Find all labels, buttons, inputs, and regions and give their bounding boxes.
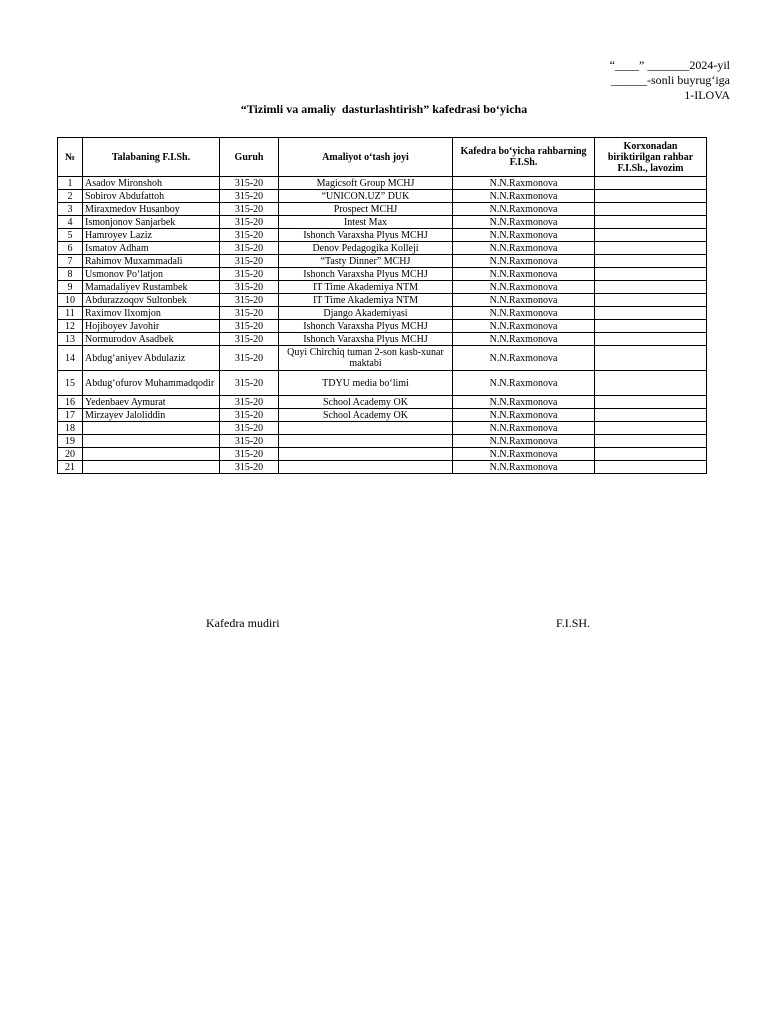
cell-practice-place: School Academy OK [279, 396, 453, 409]
date-line: “____” _______2024-yil [609, 58, 730, 72]
cell-company-head [595, 320, 707, 333]
cell-practice-place: Ishonch Varaxsha Plyus MCHJ [279, 333, 453, 346]
cell-group: 315-20 [220, 422, 279, 435]
cell-dept-head: N.N.Raxmonova [453, 435, 595, 448]
cell-group: 315-20 [220, 333, 279, 346]
appendix-label: 1-ILOVA [684, 88, 730, 102]
cell-student-name [83, 448, 220, 461]
cell-number: 1 [58, 177, 83, 190]
cell-group: 315-20 [220, 320, 279, 333]
cell-number: 5 [58, 229, 83, 242]
cell-practice-place: Quyi Chirchiq tuman 2-son kasb-xunar maktabi [279, 346, 453, 371]
cell-practice-place: Ishonch Varaxsha Plyus MCHJ [279, 229, 453, 242]
cell-company-head [595, 307, 707, 320]
table-row [58, 307, 707, 320]
student-practice-table [57, 137, 707, 474]
cell-dept-head: N.N.Raxmonova [453, 294, 595, 307]
cell-practice-place: Denov Pedagogika Kolleji [279, 242, 453, 255]
cell-practice-place: Prospect MCHJ [279, 203, 453, 216]
cell-company-head [595, 448, 707, 461]
cell-company-head [595, 396, 707, 409]
cell-student-name: Abdug‘aniyev Abdulaziz [83, 346, 220, 371]
cell-dept-head: N.N.Raxmonova [453, 448, 595, 461]
cell-student-name: Miraxmedov Husanboy [83, 203, 220, 216]
cell-company-head [595, 281, 707, 294]
cell-dept-head: N.N.Raxmonova [453, 216, 595, 229]
table-row [58, 190, 707, 203]
cell-group: 315-20 [220, 281, 279, 294]
cell-student-name: Usmonov Po‘latjon [83, 268, 220, 281]
table-row [58, 346, 707, 371]
cell-group: 315-20 [220, 242, 279, 255]
cell-dept-head: N.N.Raxmonova [453, 255, 595, 268]
cell-company-head [595, 294, 707, 307]
cell-company-head [595, 255, 707, 268]
cell-dept-head: N.N.Raxmonova [453, 320, 595, 333]
cell-dept-head: N.N.Raxmonova [453, 422, 595, 435]
cell-number: 2 [58, 190, 83, 203]
cell-student-name: Ismatov Adham [83, 242, 220, 255]
cell-company-head [595, 268, 707, 281]
cell-practice-place: Ishonch Varaxsha Plyus MCHJ [279, 268, 453, 281]
table-row [58, 396, 707, 409]
cell-company-head [595, 229, 707, 242]
column-header-group: Guruh [220, 138, 279, 177]
cell-student-name: Yedenbaev Aymurat [83, 396, 220, 409]
table-row [58, 409, 707, 422]
cell-student-name: Asadov Mironshoh [83, 177, 220, 190]
cell-dept-head: N.N.Raxmonova [453, 242, 595, 255]
cell-student-name: Raximov Ilxomjon [83, 307, 220, 320]
table-row [58, 229, 707, 242]
cell-company-head [595, 177, 707, 190]
cell-practice-place: School Academy OK [279, 409, 453, 422]
cell-group: 315-20 [220, 307, 279, 320]
table-row [58, 333, 707, 346]
cell-group: 315-20 [220, 371, 279, 396]
cell-student-name [83, 422, 220, 435]
order-line: ______-sonli buyrug‘iga [611, 73, 730, 87]
cell-group: 315-20 [220, 268, 279, 281]
cell-number: 11 [58, 307, 83, 320]
cell-student-name: Sobirov Abdufattoh [83, 190, 220, 203]
cell-number: 21 [58, 461, 83, 474]
table-row [58, 422, 707, 435]
cell-group: 315-20 [220, 294, 279, 307]
cell-practice-place [279, 422, 453, 435]
cell-student-name: Normurodov Asadbek [83, 333, 220, 346]
cell-number: 3 [58, 203, 83, 216]
cell-company-head [595, 461, 707, 474]
table-row [58, 242, 707, 255]
cell-group: 315-20 [220, 409, 279, 422]
cell-dept-head: N.N.Raxmonova [453, 281, 595, 294]
cell-practice-place: IT Time Akademiya NTM [279, 281, 453, 294]
cell-number: 15 [58, 371, 83, 396]
document-header [610, 58, 730, 103]
cell-dept-head: N.N.Raxmonova [453, 371, 595, 396]
cell-number: 9 [58, 281, 83, 294]
cell-practice-place [279, 448, 453, 461]
column-header-company-head: Korxonadan biriktirilgan rahbar F.I.Sh., lavozim [595, 138, 707, 177]
signature-name-placeholder: F.I.SH. [556, 616, 591, 630]
cell-student-name: Abdurazzoqov Sultonbek [83, 294, 220, 307]
table-row [58, 461, 707, 474]
cell-group: 315-20 [220, 203, 279, 216]
cell-dept-head: N.N.Raxmonova [453, 461, 595, 474]
document-title: “Tizimli va amaliy dasturlashtirish” kafedrasi bo‘yicha [240, 102, 528, 116]
table-row [58, 268, 707, 281]
cell-group: 315-20 [220, 229, 279, 242]
cell-student-name: Mamadaliyev Rustambek [83, 281, 220, 294]
table-row [58, 281, 707, 294]
cell-practice-place: “UNICON.UZ” DUK [279, 190, 453, 203]
cell-company-head [595, 203, 707, 216]
table-row [58, 216, 707, 229]
cell-company-head [595, 216, 707, 229]
table-row [58, 435, 707, 448]
table-row [58, 177, 707, 190]
cell-group: 315-20 [220, 461, 279, 474]
table-row [58, 371, 707, 396]
cell-student-name: Hamroyev Laziz [83, 229, 220, 242]
cell-student-name [83, 435, 220, 448]
cell-dept-head: N.N.Raxmonova [453, 409, 595, 422]
cell-dept-head: N.N.Raxmonova [453, 268, 595, 281]
cell-student-name: Hojiboyev Javohir [83, 320, 220, 333]
table-header-row [58, 138, 707, 177]
cell-group: 315-20 [220, 216, 279, 229]
column-header-place: Amaliyot o‘tash joyi [279, 138, 453, 177]
cell-company-head [595, 346, 707, 371]
cell-group: 315-20 [220, 448, 279, 461]
column-header-number: № [58, 138, 83, 177]
cell-number: 8 [58, 268, 83, 281]
cell-practice-place: Intest Max [279, 216, 453, 229]
table-row [58, 255, 707, 268]
cell-group: 315-20 [220, 346, 279, 371]
signature-label: Kafedra mudiri [206, 616, 280, 630]
cell-number: 18 [58, 422, 83, 435]
column-header-dept-head: Kafedra bo‘yicha rahbarning F.I.Sh. [453, 138, 595, 177]
column-header-name: Talabaning F.I.Sh. [83, 138, 220, 177]
cell-practice-place [279, 461, 453, 474]
cell-company-head [595, 333, 707, 346]
cell-student-name: Abdug‘ofurov Muhammadqodir [83, 371, 220, 396]
cell-student-name: Ismonjonov Sanjarbek [83, 216, 220, 229]
cell-practice-place: Django Akademiyasi [279, 307, 453, 320]
cell-practice-place [279, 435, 453, 448]
cell-dept-head: N.N.Raxmonova [453, 396, 595, 409]
cell-practice-place: “Tasty Dinner” MCHJ [279, 255, 453, 268]
cell-group: 315-20 [220, 396, 279, 409]
cell-number: 10 [58, 294, 83, 307]
cell-student-name [83, 461, 220, 474]
cell-number: 12 [58, 320, 83, 333]
table-row [58, 320, 707, 333]
cell-group: 315-20 [220, 255, 279, 268]
cell-practice-place: IT Time Akademiya NTM [279, 294, 453, 307]
cell-number: 13 [58, 333, 83, 346]
cell-company-head [595, 190, 707, 203]
cell-dept-head: N.N.Raxmonova [453, 333, 595, 346]
cell-practice-place: TDYU media bo‘limi [279, 371, 453, 396]
cell-dept-head: N.N.Raxmonova [453, 307, 595, 320]
table-body [58, 177, 707, 474]
cell-group: 315-20 [220, 190, 279, 203]
cell-number: 19 [58, 435, 83, 448]
cell-company-head [595, 242, 707, 255]
cell-number: 6 [58, 242, 83, 255]
cell-student-name: Mirzayev Jaloliddin [83, 409, 220, 422]
cell-dept-head: N.N.Raxmonova [453, 190, 595, 203]
cell-group: 315-20 [220, 435, 279, 448]
cell-number: 20 [58, 448, 83, 461]
table-row [58, 203, 707, 216]
cell-group: 315-20 [220, 177, 279, 190]
cell-dept-head: N.N.Raxmonova [453, 203, 595, 216]
cell-company-head [595, 435, 707, 448]
cell-company-head [595, 371, 707, 396]
cell-dept-head: N.N.Raxmonova [453, 346, 595, 371]
cell-company-head [595, 422, 707, 435]
cell-number: 7 [58, 255, 83, 268]
cell-company-head [595, 409, 707, 422]
cell-practice-place: Ishonch Varaxsha Plyus MCHJ [279, 320, 453, 333]
cell-practice-place: Magicsoft Group MCHJ [279, 177, 453, 190]
cell-dept-head: N.N.Raxmonova [453, 229, 595, 242]
cell-number: 17 [58, 409, 83, 422]
cell-number: 16 [58, 396, 83, 409]
table-row [58, 448, 707, 461]
cell-dept-head: N.N.Raxmonova [453, 177, 595, 190]
cell-number: 14 [58, 346, 83, 371]
table-row [58, 294, 707, 307]
cell-number: 4 [58, 216, 83, 229]
cell-student-name: Rahimov Muxammadali [83, 255, 220, 268]
